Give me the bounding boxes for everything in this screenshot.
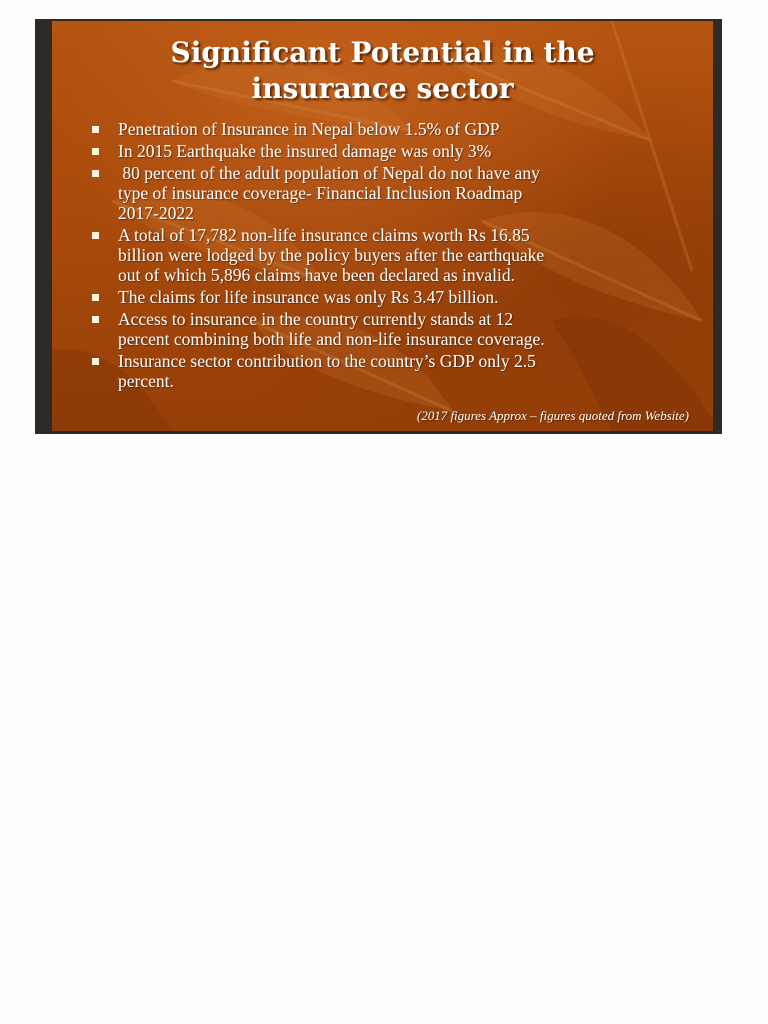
bullet-text-line: percent combining both life and non-life insurance coverage.	[118, 329, 545, 349]
slide-frame	[35, 19, 722, 434]
bullet-text-line: out of which 5,896 claims have been declared as invalid.	[118, 265, 516, 285]
bullet-item	[92, 119, 702, 139]
slide-title-line-1: Significant Potential in the	[170, 36, 595, 69]
bullet-item	[92, 351, 702, 391]
square-bullet-icon	[92, 148, 99, 155]
bullet-text-line: billion were lodged by the policy buyers after the earthquake	[118, 245, 545, 265]
bullet-item	[92, 141, 702, 161]
bullet-text-line: A total of 17,782 non-life insurance claims worth Rs 16.85	[118, 225, 530, 245]
bullet-list	[92, 119, 702, 393]
slide-title	[52, 35, 713, 107]
bullet-item	[92, 225, 702, 285]
square-bullet-icon	[92, 170, 99, 177]
bullet-text-line: 2017-2022	[118, 203, 194, 223]
footnote: (2017 figures Approx – figures quoted from Website)	[416, 408, 689, 423]
bullet-text-line: percent.	[118, 371, 174, 391]
bullet-item	[92, 163, 702, 223]
bullet-text-line: type of insurance coverage- Financial Inclusion Roadmap	[118, 183, 523, 203]
square-bullet-icon	[92, 358, 99, 365]
bullet-text-line: In 2015 Earthquake the insured damage was only 3%	[118, 141, 492, 161]
bullet-text-line: Access to insurance in the country currently stands at 12	[118, 309, 514, 329]
bullet-text-line: The claims for life insurance was only Rs 3.47 billion.	[118, 287, 499, 307]
square-bullet-icon	[92, 232, 99, 239]
square-bullet-icon	[92, 126, 99, 133]
bullet-text-line: 80 percent of the adult population of Nepal do not have any	[118, 163, 540, 183]
bullet-item	[92, 287, 702, 307]
slide-title-line-2: insurance sector	[251, 72, 514, 105]
bullet-text-line: Insurance sector contribution to the country’s GDP only 2.5	[118, 351, 536, 371]
bullet-text-line: Penetration of Insurance in Nepal below 1.5% of GDP	[118, 119, 500, 139]
square-bullet-icon	[92, 294, 99, 301]
slide	[52, 21, 713, 431]
bullet-item	[92, 309, 702, 349]
square-bullet-icon	[92, 316, 99, 323]
